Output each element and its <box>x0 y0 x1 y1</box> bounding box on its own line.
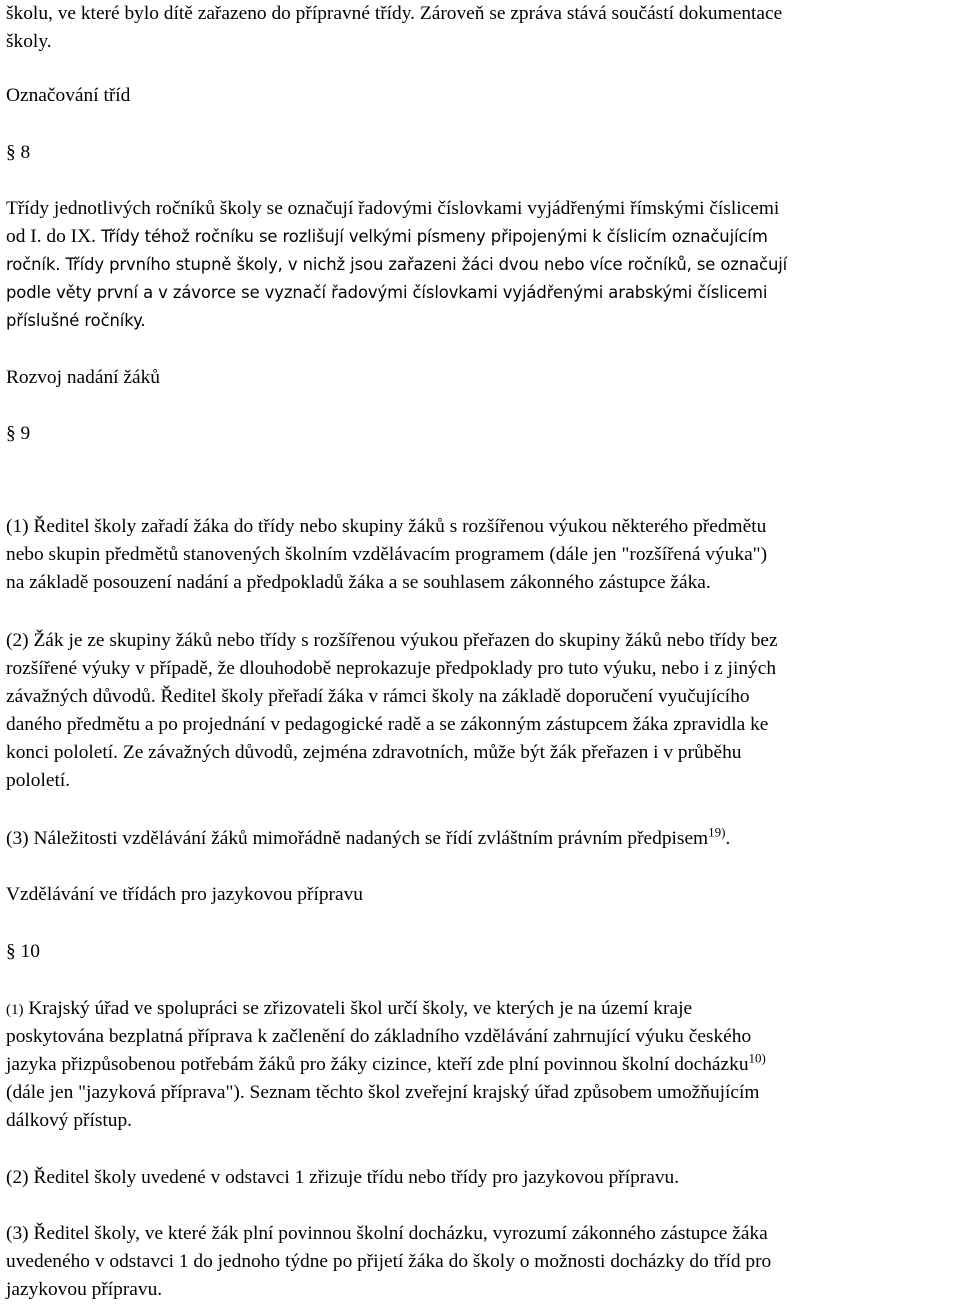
paragraph-line: (2) Žák je ze skupiny žáků nebo třídy s rozšířenou výukou přeřazen do skupiny žáků nebo třídy bez <box>6 630 778 651</box>
intro-line: školy. <box>6 31 52 52</box>
section-9-paragraph-3 <box>6 825 954 853</box>
paragraph-line: nebo skupin předmětů stanovených školním vzdělávacím programem (dále jen "rozšířená výuka") <box>6 544 768 565</box>
paragraph-line: (1) Ředitel školy zařadí žáka do třídy nebo skupiny žáků s rozšířenou výukou některého předmětu <box>6 516 767 537</box>
paragraph-line <box>6 223 954 251</box>
section-10-number: § 10 <box>6 941 40 962</box>
intro-paragraph <box>6 0 954 56</box>
text-run: Krajský úřad ve spolupráci se zřizovateli škol určí školy, ve kterých je na území kraje <box>23 998 693 1019</box>
paragraph-number: (1) <box>6 1002 24 1018</box>
text-run: jazyka přizpůsobenou potřebám žáků pro žáky cizince, kteří zde plní povinnou školní docházku <box>6 1054 749 1075</box>
section-10-paragraph-3 <box>6 1220 954 1304</box>
paragraph-line: daného předmětu a po projednání v pedagogické radě a se zákonným zástupcem žáka zpravidla ke <box>6 714 769 735</box>
paragraph-line: (3) Ředitel školy, ve které žák plní povinnou školní docházku, vyrozumí zákonného zástupce žáka <box>6 1223 768 1244</box>
paragraph-line: poskytována bezplatná příprava k začlenění do základního vzdělávání zahrnující výuku českého <box>6 1026 752 1047</box>
paragraph-line: dálkový přístup. <box>6 1110 133 1131</box>
section-9-number: § 9 <box>6 423 31 444</box>
paragraph-line: příslušné ročníky. <box>6 311 146 330</box>
text-run: Třídy prvního stupně školy, v nichž jsou zařazeni žáci dvou nebo více ročníků, se označují <box>60 255 788 274</box>
paragraph-line: uvedeného v odstavci 1 do jednoho týdne po přijetí žáka do školy o možnosti docházky do tříd pro <box>6 1251 772 1272</box>
section-10-paragraph-2 <box>6 1164 954 1192</box>
section-8-paragraph <box>6 195 954 335</box>
paragraph-line <box>6 1051 954 1079</box>
paragraph-line: (2) Ředitel školy uvedené v odstavci 1 zřizuje třídu nebo třídy pro jazykovou přípravu. <box>6 1167 680 1188</box>
section-8-number: § 8 <box>6 142 31 163</box>
text-run: od I. do IX. <box>6 226 96 247</box>
section-10-paragraph-1 <box>6 995 954 1135</box>
text-run: Třídy téhož ročníku se rozlišují velkými písmeny připojenými k číslicím označujícím <box>95 227 768 246</box>
paragraph-line: na základě posouzení nadání a předpokladů žáka a se souhlasem zákonného zástupce žáka. <box>6 572 711 593</box>
paragraph-line: Třídy jednotlivých ročníků školy se označují řadovými číslovkami vyjádřenými římskými číslicemi <box>6 198 780 219</box>
paragraph-line: pololetí. <box>6 770 71 791</box>
text-run: . <box>725 828 731 849</box>
paragraph-line: jazykovou přípravu. <box>6 1279 163 1300</box>
paragraph-line: podle věty první a v závorce se vyznačí řadovými číslovkami vyjádřenými arabskými číslicemi <box>6 283 768 302</box>
paragraph-line <box>6 251 954 279</box>
section-9-heading: Rozvoj nadání žáků <box>6 367 160 388</box>
footnote-ref: 10) <box>748 1050 766 1066</box>
footnote-ref: 19) <box>708 824 726 840</box>
section-10-heading: Vzdělávání ve třídách pro jazykovou přípravu <box>6 884 363 905</box>
section-9-paragraph-2 <box>6 627 954 795</box>
text-run: ročník. <box>6 255 61 274</box>
paragraph-line: konci pololetí. Ze závažných důvodů, zejména zdravotních, může být žák přeřazen i v průběhu <box>6 742 742 763</box>
text-run: (3) Náležitosti vzdělávání žáků mimořádně nadaných se řídí zvláštním právním předpisem <box>6 828 709 849</box>
paragraph-line: rozšířené výuky v případě, že dlouhodobě neprokazuje předpoklady pro tuto výuku, nebo i z jiných <box>6 658 777 679</box>
section-9-paragraph-1 <box>6 513 954 597</box>
paragraph-line: (dále jen "jazyková příprava"). Seznam těchto škol zveřejní krajský úřad způsobem umožňujícím <box>6 1082 760 1103</box>
paragraph-line: závažných důvodů. Ředitel školy přeřadí žáka v rámci školy na základě doporučení vyučujícího <box>6 686 750 707</box>
paragraph-line <box>6 825 954 853</box>
paragraph-line <box>6 995 954 1023</box>
intro-line: školu, ve které bylo dítě zařazeno do přípravné třídy. Zároveň se zpráva stává součástí dokumentace <box>6 3 783 24</box>
section-8-heading: Označování tříd <box>6 85 131 106</box>
